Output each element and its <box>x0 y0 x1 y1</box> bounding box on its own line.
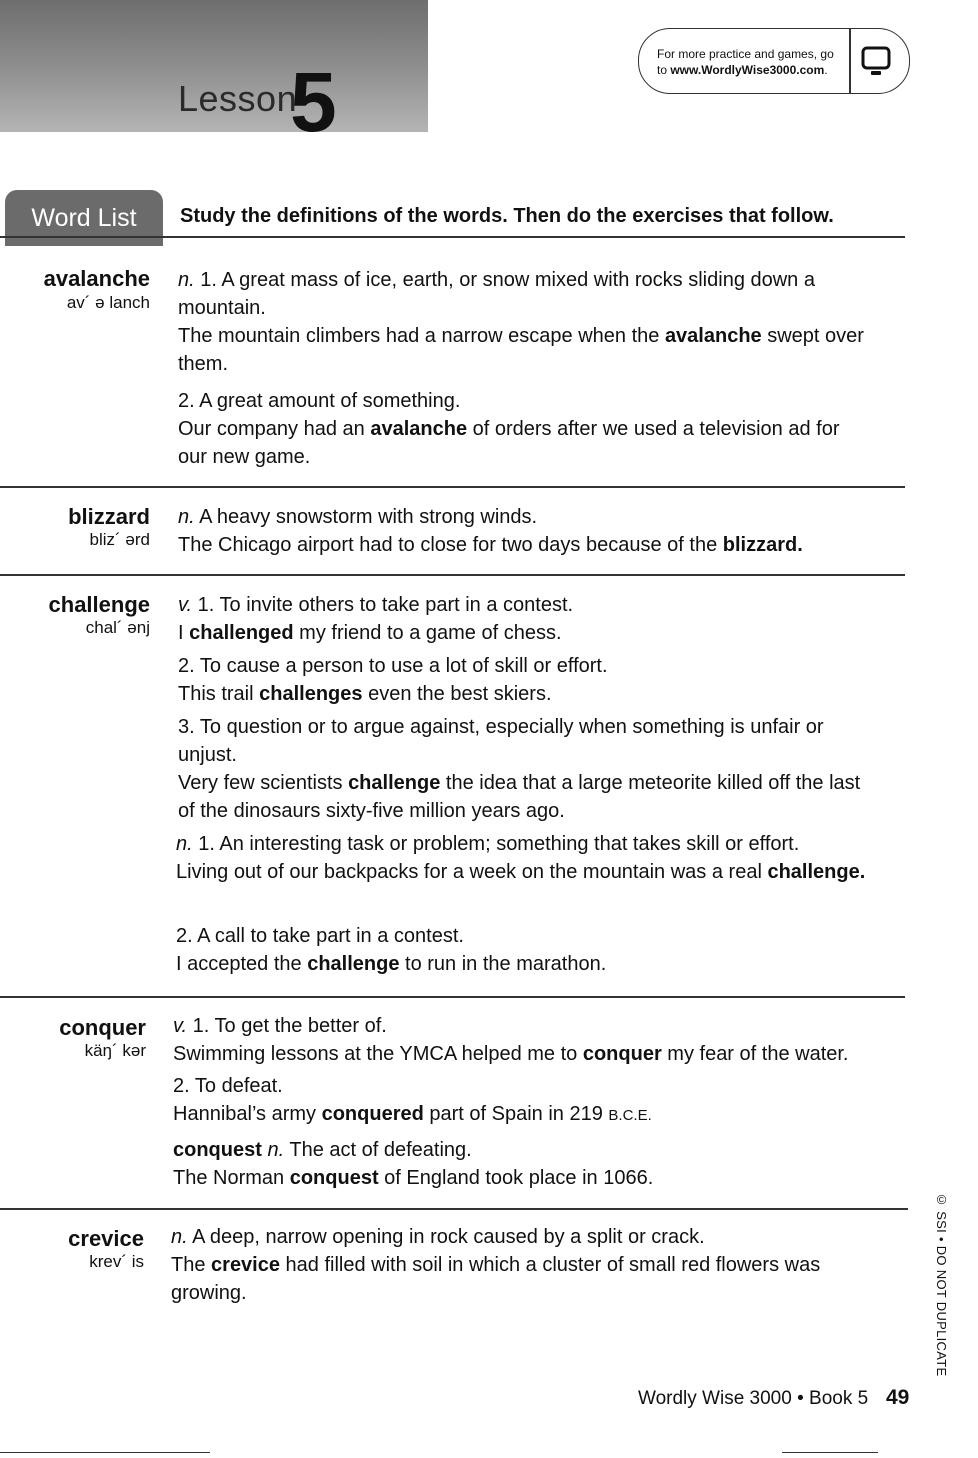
definition-challenge-v1: v. 1. To invite others to take part in a contest. <box>178 594 574 616</box>
definition-avalanche-1: n. 1. A great mass of ice, earth, or snow mixed with rocks sliding down a mountain. <box>178 269 815 319</box>
entry-word-challenge: challenge <box>48 592 150 617</box>
derivative-conquest: conquest n. The act of defeating. <box>173 1139 472 1161</box>
example-challenge-v3: Very few scientists challenge the idea that a large meteorite killed off the last of the dinosaurs sixty-five million years ago. <box>178 772 861 822</box>
lesson-label: Lesson <box>178 78 298 119</box>
entry-word-conquer: conquer <box>59 1015 146 1040</box>
divider <box>0 574 905 576</box>
promo-text: For more practice and games, go to www.WordlyWise3000.com. <box>657 47 834 77</box>
page-number: 49 <box>886 1386 910 1409</box>
definition-conquer-2: 2. To defeat. <box>173 1075 283 1097</box>
definition-blizzard: n. A heavy snowstorm with strong winds. <box>178 506 538 528</box>
definition-challenge-v3: 3. To question or to argue against, especially when something is unfair or unjust. <box>178 716 824 766</box>
copyright-note: © SSI • DO NOT DUPLICATE <box>934 1192 949 1377</box>
definition-conquer-1: v. 1. To get the better of. <box>173 1015 387 1037</box>
example-crevice: The crevice had filled with soil in which a cluster of small red flowers was growing. <box>171 1254 821 1304</box>
entry-word-blizzard: blizzard <box>68 504 150 529</box>
example-avalanche-2: Our company had an avalanche of orders after we used a television ad for our new game. <box>178 418 840 468</box>
entry-pron-crevice: krev´ is <box>89 1252 144 1271</box>
monitor-icon <box>861 45 891 77</box>
example-conquer-2: Hannibal’s army conquered part of Spain in 219 B.C.E. <box>173 1103 652 1125</box>
word-list-tab: Word List <box>5 190 163 246</box>
definition-crevice: n. A deep, narrow opening in rock caused by a split or crack. <box>171 1226 705 1248</box>
example-challenge-v1: I challenged my friend to a game of chess. <box>178 622 562 644</box>
entry-pron-challenge: chal´ ənj <box>85 618 150 637</box>
entry-pron-conquer: käŋ´ kər <box>84 1041 146 1060</box>
example-avalanche-1: The mountain climbers had a narrow escape when the avalanche swept over them. <box>178 325 864 375</box>
lesson-banner <box>0 0 428 149</box>
definition-challenge-n2: 2. A call to take part in a contest. <box>176 925 464 947</box>
online-practice-callout <box>638 28 910 94</box>
example-challenge-v2: This trail challenges even the best skiers. <box>178 683 552 705</box>
definition-avalanche-2: 2. A great amount of something. <box>178 390 461 412</box>
instructions: Study the definitions of the words. Then do the exercises that follow. <box>180 205 834 227</box>
promo-divider <box>849 29 851 93</box>
entry-pron-blizzard: bliz´ ərd <box>89 530 150 549</box>
divider <box>0 236 905 238</box>
bottom-rule <box>782 1452 878 1453</box>
footer-book-title: Wordly Wise 3000 • Book 5 <box>638 1388 869 1409</box>
promo-url[interactable]: www.WordlyWise3000.com <box>670 63 825 77</box>
example-blizzard: The Chicago airport had to close for two days because of the blizzard. <box>178 534 803 556</box>
example-conquest: The Norman conquest of England took place in 1066. <box>173 1167 654 1189</box>
example-challenge-n2: I accepted the challenge to run in the marathon. <box>176 953 607 975</box>
lesson-number: 5 <box>290 55 337 149</box>
definition-challenge-v2: 2. To cause a person to use a lot of skill or effort. <box>178 655 608 677</box>
example-conquer-1: Swimming lessons at the YMCA helped me to conquer my fear of the water. <box>173 1043 849 1065</box>
bottom-rule <box>0 1452 210 1453</box>
entry-word-avalanche: avalanche <box>43 266 150 291</box>
example-challenge-n1: Living out of our backpacks for a week on the mountain was a real challenge. <box>176 861 866 883</box>
entry-word-crevice: crevice <box>68 1226 144 1251</box>
definition-challenge-n1: n. 1. An interesting task or problem; something that takes skill or effort. <box>176 833 800 855</box>
divider <box>0 996 905 998</box>
entry-pron-avalanche: av´ ə lanch <box>66 293 150 312</box>
divider <box>0 486 905 488</box>
divider <box>0 1208 908 1210</box>
